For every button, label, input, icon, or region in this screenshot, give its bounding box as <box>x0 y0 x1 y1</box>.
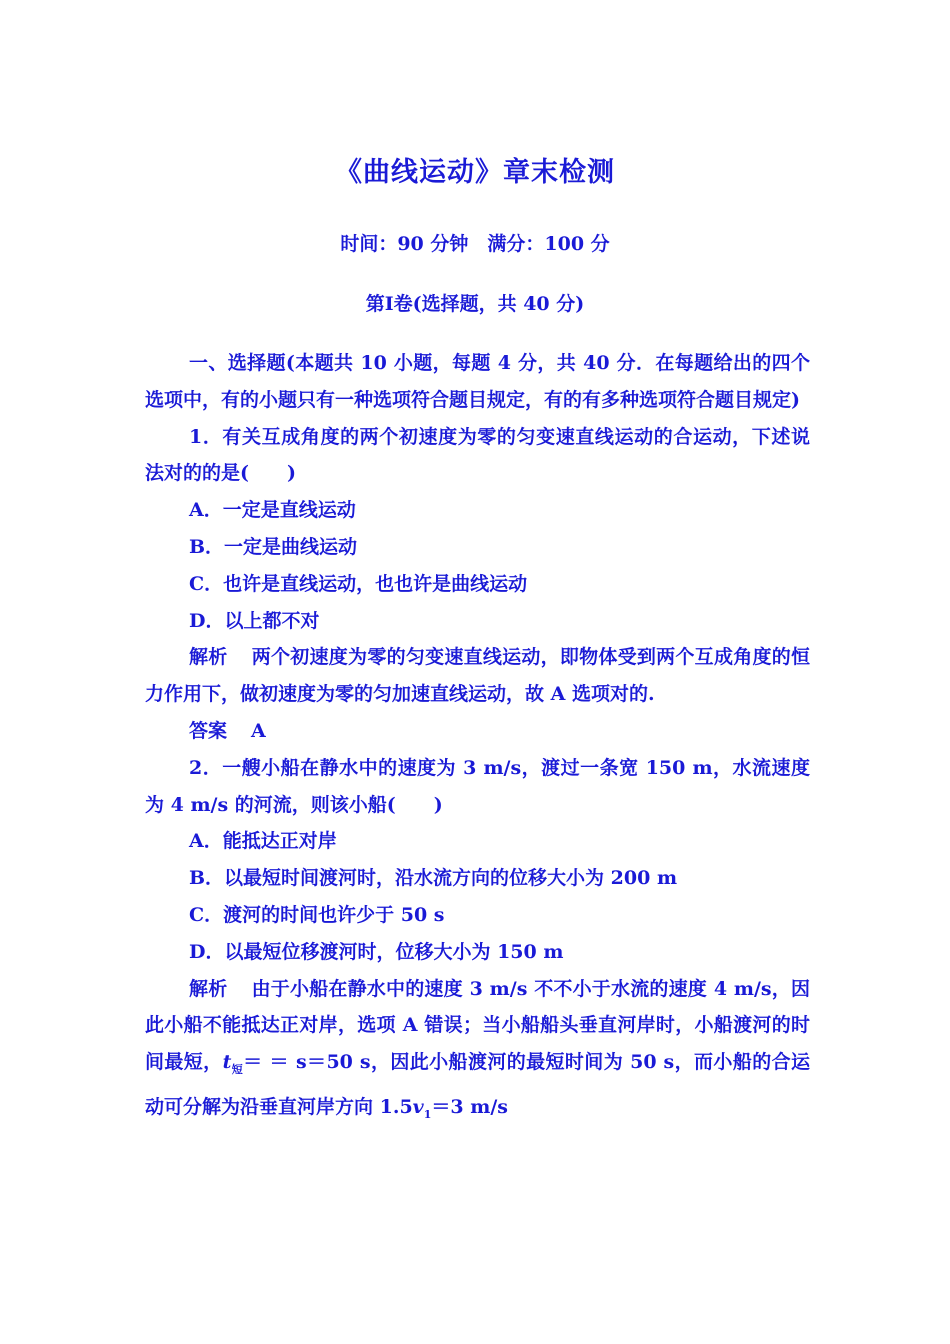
answer-label: 答案 <box>189 719 228 742</box>
question-1-option-c: C．也许是直线运动，也也许是曲线运动 <box>189 572 528 595</box>
document-title: 《曲线运动》章末检测 <box>335 157 615 188</box>
analysis-label: 解析 <box>189 977 228 1000</box>
velocity-subscript: 1 <box>423 1107 432 1121</box>
document-body <box>145 345 810 1133</box>
section-intro <box>145 345 810 419</box>
question-2-stem: 2．一艘小船在静水中的速度为 3 m/s，渡过一条宽 150 m，水流速度为 4 m/s 的河流，则该小船( ) <box>145 756 810 816</box>
intro-label: 一、选择题 <box>189 352 286 374</box>
section-heading: 第Ⅰ卷(选择题，共 40 分) <box>365 293 585 315</box>
question-2-option-b: B．以最短时间渡河时，沿水流方向的位移大小为 200 m <box>189 867 678 890</box>
question-1-stem: 1．有关互成角度的两个初速度为零的匀变速直线运动的合运动，下述说法对的的是( ) <box>145 425 810 485</box>
question-1-answer <box>145 713 810 750</box>
question-2-option-c: C．渡河的时间也许少于 50 s <box>189 903 445 926</box>
analysis-text-3: ＝3 m/s <box>431 1095 508 1118</box>
velocity-symbol: v <box>412 1095 424 1118</box>
question-2-option-d: D．以最短位移渡河时，位移大小为 150 m <box>189 940 564 963</box>
time-subscript: 短 <box>231 1062 244 1076</box>
question-1-option-a: A．一定是直线运动 <box>189 499 356 522</box>
analysis-text: 两个初速度为零的匀变速直线运动，即物体受到两个互成角度的恒力作用下，做初速度为零的匀加速直线运动，故 A 选项对的. <box>145 646 810 706</box>
analysis-text-1: 由于小船在静水中的速度 3 m/s 不不小于水流的速度 4 m/s，因此小船不能抵达正对岸，选项 A 错误；当小船船头垂直河岸时，小船渡河的时间最短， <box>145 977 810 1074</box>
exam-meta: 时间：90 分钟 满分：100 分 <box>340 233 610 255</box>
answer-value: A <box>251 719 266 742</box>
question-1-option-d: D．以上都不对 <box>189 609 320 632</box>
analysis-label: 解析 <box>189 646 228 669</box>
question-1-option-b: B．一定是曲线运动 <box>189 535 358 558</box>
analysis-text-2: ＝ ＝ s＝50 s，因此小船渡河的最短时间为 50 s，而小船的合运动可分解为沿垂直河岸方向 1.5 <box>145 1051 810 1118</box>
question-2-analysis <box>145 971 810 1134</box>
intro-text: (本题共 10 小题，每题 4 分，共 40 分．在每题给出的四个选项中，有的小题只有一种选项符合题目规定，有的有多种选项符合题目规定) <box>145 352 810 411</box>
question-2-option-a: A．能抵达正对岸 <box>189 830 337 853</box>
question-1-analysis <box>145 639 810 713</box>
time-symbol: t <box>222 1051 232 1074</box>
